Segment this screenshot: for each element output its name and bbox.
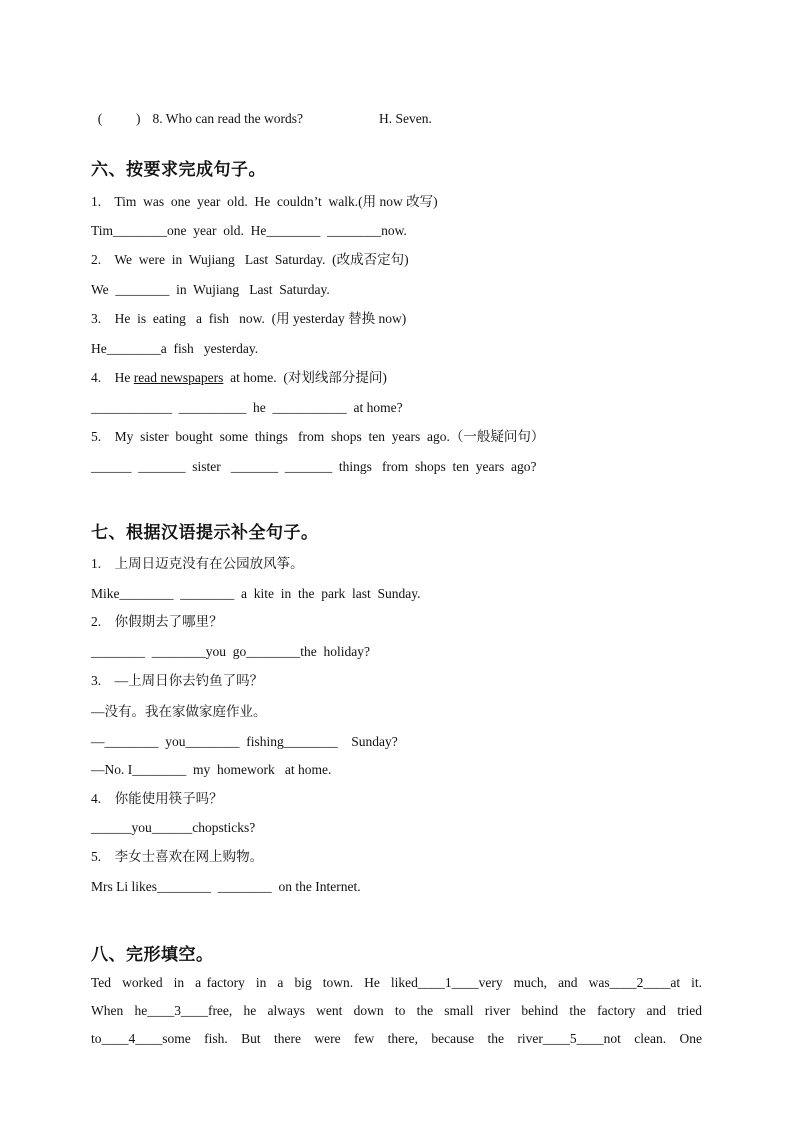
section-8-title: 八、完形填空。	[91, 945, 214, 965]
section-7-title: 七、根据汉语提示补全句子。	[91, 523, 319, 543]
q4-rest: at home. (对划线部分提问)	[223, 370, 387, 385]
cloze-line-1: Ted worked in a factory in a big town. He liked____1____very much, and was____2____at it.	[91, 975, 702, 990]
q4-prefix: 4. He	[91, 370, 134, 385]
section-7-line-8: —No. I________ my homework at home.	[91, 762, 332, 777]
section-7-line-5: 3. —上周日你去钓鱼了吗？	[91, 673, 264, 688]
section-7-line-4: ________ ________you go________the holiday?	[91, 644, 370, 659]
section-6-line-3: 2. We were in Wujiang Last Saturday. (改成否定句)	[91, 252, 409, 267]
cloze-line-2: When he____3____free, he always went down to the small river behind the factory and tried	[91, 1003, 702, 1018]
section-7-line-7: —________ you________ fishing________ Sunday?	[91, 734, 398, 749]
section-6-line-4: We ________ in Wujiang Last Saturday.	[91, 282, 330, 297]
question-8-text: 8. Who can read the words?	[152, 111, 303, 126]
cloze-line-3: to____4____some fish. But there were few there, because the river____5____not clean. One	[91, 1031, 702, 1046]
section-6-line-5: 3. He is eating a fish now. (用 yesterday 替换 now)	[91, 311, 407, 326]
section-7-line-2: Mike________ ________ a kite in the park last Sunday.	[91, 586, 421, 601]
section-6-line-7	[91, 369, 387, 387]
answer-parentheses: ( )	[97, 111, 141, 126]
section-7-line-10: ______you______chopsticks?	[91, 820, 256, 835]
section-6-line-9: 5. My sister bought some things from shops ten years ago.（一般疑问句）	[91, 429, 545, 444]
section-6-line-2: Tim________one year old. He________ ________now.	[91, 223, 407, 238]
section-6-line-6: He________a fish yesterday.	[91, 341, 259, 356]
section-7-line-11: 5. 李女士喜欢在网上购物。	[91, 849, 264, 864]
cloze-paragraph	[91, 969, 702, 1053]
section-7-line-9: 4. 你能使用筷子吗？	[91, 791, 223, 806]
section-7-line-6: —没有。我在家做家庭作业。	[91, 704, 267, 719]
section-7-line-1: 1. 上周日迈克没有在公园放风筝。	[91, 556, 304, 571]
question-8-row	[91, 92, 432, 128]
section-7-line-3: 2. 你假期去了哪里？	[91, 614, 223, 629]
section-6-line-8: ____________ __________ he ___________ at home?	[91, 400, 403, 415]
underlined-phrase: read newspapers	[133, 370, 224, 385]
section-6-line-10: ______ _______ sister _______ _______ things from shops ten years ago?	[91, 459, 537, 474]
question-8-answer: H. Seven.	[378, 111, 432, 126]
section-6-title: 六、按要求完成句子。	[91, 160, 266, 180]
section-6-line-1: 1. Tim was one year old. He couldn’t walk.(用 now 改写)	[91, 194, 438, 209]
section-7-line-12: Mrs Li likes________ ________ on the Internet.	[91, 879, 361, 894]
